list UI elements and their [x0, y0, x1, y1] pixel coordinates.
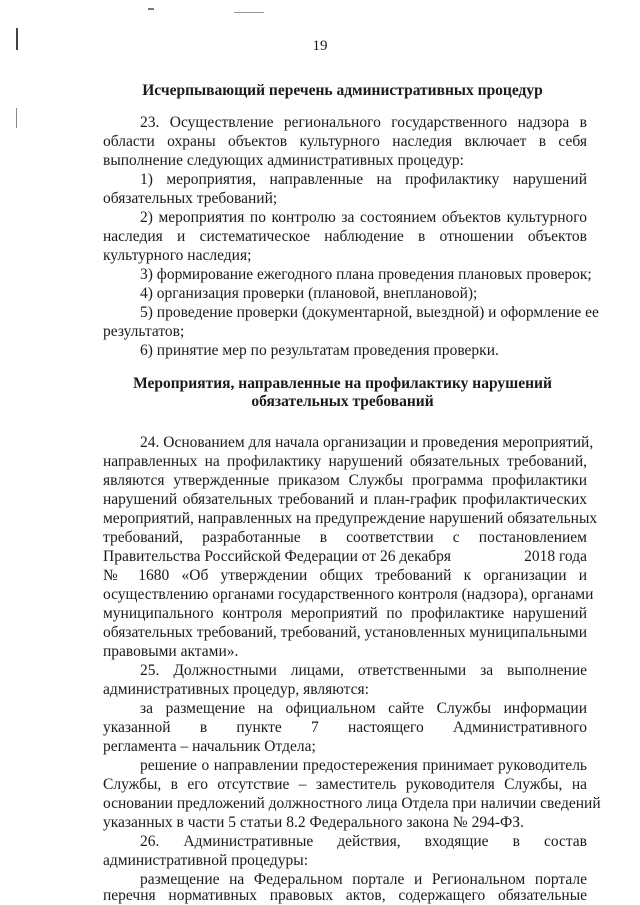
- text-fragment: Правительства Российской Федерации от 26 декабря: [103, 548, 452, 565]
- text-line: выполнение следующих административных процедур:: [103, 152, 464, 169]
- text-line: направленных на профилактику нарушений обязательных требований,: [103, 453, 587, 470]
- text-line: мероприятий, направленных на предупреждение нарушений обязательных: [103, 510, 598, 527]
- text-line: основании предложений должностного лица Отдела при наличии сведений: [103, 795, 601, 812]
- text-line: административных процедур, являются:: [103, 681, 369, 698]
- text-line: за размещение на официальном сайте Службы информации: [140, 700, 587, 717]
- text-fragment: 2018 года: [524, 548, 587, 565]
- text-line: культурного наследия;: [103, 247, 252, 264]
- text-line: 26. Административные действия, входящие в состав: [140, 833, 587, 850]
- text-line: 24. Основанием для начала организации и проведения мероприятий,: [140, 434, 594, 451]
- section-heading: Исчерпывающий перечень административных процедур: [142, 82, 543, 99]
- text-line: указанной в пункте 7 настоящего Административного: [103, 719, 587, 736]
- text-line: 6) принятие мер по результатам проведения проверки.: [140, 342, 499, 359]
- text-line: наследия и систематическое наблюдение в отношении объектов: [103, 228, 587, 245]
- text-line: административной процедуры:: [103, 852, 309, 869]
- text-line: правовыми актами».: [103, 643, 239, 660]
- text-line: нарушений обязательных требований и план-график профилактических: [103, 491, 587, 508]
- text-line: обязательных требований;: [103, 190, 278, 207]
- text-line: области охраны объектов культурного наследия включает в себя: [103, 133, 587, 150]
- section-heading-line: обязательных требований: [251, 393, 434, 410]
- text-line: являются утвержденные приказом Службы программа профилактики: [103, 472, 587, 489]
- text-line: результатов;: [103, 323, 185, 340]
- text-line: регламента – начальник Отдела;: [103, 738, 316, 755]
- text-line: перечня нормативных правовых актов, содержащего обязательные: [103, 887, 587, 904]
- text-line: № 1680 «Об утверждении общих требований к организации и: [103, 567, 587, 584]
- text-line: указанных в части 5 статьи 8.2 Федерального закона № 294-ФЗ.: [103, 814, 524, 831]
- text-line: 2) мероприятия по контролю за состоянием объектов культурного: [140, 209, 587, 226]
- text-line: 1) мероприятия, направленные на профилактику нарушений: [140, 171, 587, 188]
- text-line: решение о направлении предостережения принимает руководитель: [140, 757, 587, 774]
- text-line: [103, 547, 587, 566]
- text-line: 3) формирование ежегодного плана проведения плановых проверок;: [140, 266, 592, 283]
- text-line: муниципального контроля мероприятий по профилактике нарушений: [103, 605, 587, 622]
- text-line: обязательных требований, требований, установленных муниципальными: [103, 624, 588, 641]
- scan-speck: [234, 12, 264, 13]
- text-line: осуществлению органами государственного контроля (надзора), органами: [103, 586, 594, 603]
- page-number: 19: [312, 38, 328, 54]
- binding-mark: [16, 108, 17, 128]
- text-line: 5) проведение проверки (документарной, выездной) и оформление ее: [140, 304, 599, 321]
- text-line: требований, разработанные в соответствии с постановлением: [103, 529, 587, 546]
- text-line: Службы, в его отсутствие – заместитель руководителя Службы, на: [103, 776, 587, 793]
- text-line: 23. Осуществление регионального государственного надзора в: [140, 114, 587, 131]
- text-line: 4) организация проверки (плановой, внеплановой);: [140, 285, 478, 302]
- section-heading-line: Мероприятия, направленные на профилактику нарушений: [133, 375, 552, 392]
- text-line: 25. Должностными лицами, ответственными за выполнение: [140, 662, 587, 679]
- text-line: размещение на Федеральном портале и Региональном портале: [140, 871, 587, 888]
- scan-speck: [148, 8, 154, 10]
